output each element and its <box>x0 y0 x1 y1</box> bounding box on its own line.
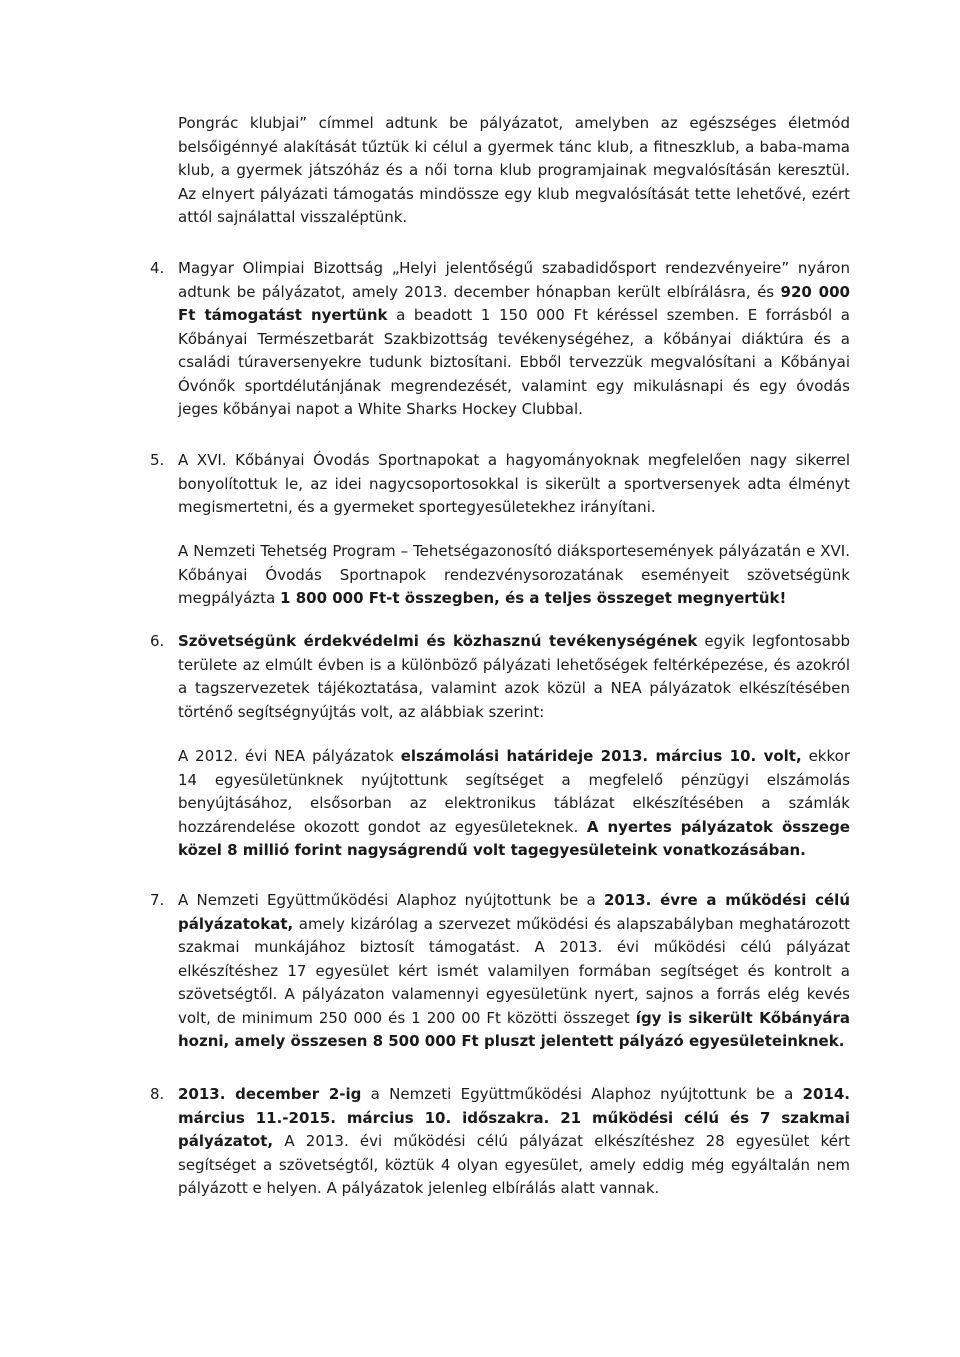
section-4-paragraph: Magyar Olimpiai Bizottság „Helyi jelentőségű szabadidősport rendezvényeire” nyáron adtunk be pályázatot, amely 2013. december hónapban került elbírálásra, és 920 000 Ft támogatást nyertünk a beadott 1 150 000 Ft kéréssel szemben. E forrásból a Kőbányai Természetbarát Szakbizottság tevékenységéhez, a kőbányai diáktúra és a családi túraversenyekre tudunk biztosítani. Ebből tervezzük megvalósítani a Kőbányai Óvónők sportdélutánjának megrendezését, valamint egy mikulásnapi és egy óvodás jeges kőbányai napot a White Sharks Hockey Clubbal. <box>178 259 850 418</box>
section-8-paragraph: 2013. december 2-ig a Nemzeti Együttműködési Alaphoz nyújtottunk be a 2014. március 11.-2015. március 10. időszakra. 21 működési célú és 7 szakmai pályázatot, A 2013. évi működési célú pályázat elkészítéshez 28 egyesület kért segítséget a szövetségtől, köztük 4 olyan egyesület, amely eddig még egyáltalán nem pályázott e helyen. A pályázatok jelenleg elbírálás alatt vannak. <box>178 1085 850 1197</box>
section-7-bold-2: így is sikerült Kőbányára hozni, amely összesen 8 500 000 Ft pluszt jelentett pályázó egyesületeinknek. <box>178 1008 850 1050</box>
section-6-bold-deadline: elszámolási határideje 2013. március 10. volt, <box>400 747 802 765</box>
section-6-number: 6. <box>150 632 165 650</box>
section-4-number: 4. <box>150 259 165 277</box>
section-7-number: 7. <box>150 891 165 909</box>
section-5-number: 5. <box>150 451 165 469</box>
section-6-bold-total: A nyertes pályázatok összege közel 8 millió forint nagyságrendű volt tagegyesületeink vonatkozásában. <box>178 817 850 859</box>
section-8-number: 8. <box>150 1085 165 1103</box>
section-6-paragraph-1: Szövetségünk érdekvédelmi és közhasznú tevékenységének egyik legfontosabb területe az elmúlt évben is a különböző pályázati lehetőségek feltérképezése, és azokról a tagszervezetek tájékoztatása, valamint azok közül a NEA pályázatok elkészítésében történő segítségnyújtás volt, az alábbiak szerint: <box>178 632 850 721</box>
intro-paragraph: Pongrác klubjai” címmel adtunk be pályázatot, amelyben az egészséges életmód belsőigénnyé alakítását tűztük ki célul a gyermek tánc klub, a fitneszklub, a baba-mama klub, a gyermek játszóház és a női torna klub programjainak megvalósításán keresztül. Az elnyert pályázati támogatás mindössze egy klub megvalósítását tette lehetővé, ezért attól sajnálattal visszaléptünk. <box>178 114 850 226</box>
section-5-paragraph-1: A XVI. Kőbányai Óvodás Sportnapokat a hagyományoknak megfelelően nagy sikerrel bonyolítottuk le, az idei nagycsoportosokkal is sikerült a sportversenyek adta élményt megismertetni, és a gyermeket sportegyesületekhez irányítani. <box>178 451 850 516</box>
section-5-paragraph-2: A Nemzeti Tehetség Program – Tehetségazonosító diáksportesemények pályázatán e XVI. Kőbányai Óvodás Sportnapok rendezvénysorozatának eseményeit szövetségünk megpályázta 1 800 000 Ft-t összegben, és a teljes összeget megnyertük! <box>178 542 850 607</box>
section-7-bold-1: 2013. évre a működési célú pályázatokat, <box>178 891 850 933</box>
section-6-bold-lead: Szövetségünk érdekvédelmi és közhasznú tevékenységének <box>178 632 698 650</box>
section-5-bold: 1 800 000 Ft-t összegben, és a teljes összeget megnyertük! <box>280 589 787 607</box>
section-8-bold-1: 2013. december 2-ig <box>178 1085 362 1103</box>
section-4-bold: 920 000 Ft támogatást nyertünk <box>178 282 850 324</box>
section-6-paragraph-2: A 2012. évi NEA pályázatok elszámolási határideje 2013. március 10. volt, ekkor 14 egyesületünknek nyújtottunk segítséget a megfelelő pénzügyi elszámolás benyújtásához, elsősorban az elektronikus táblázat elkészítésében a számlák hozzárendelése okozott gondot az egyesületeknek. A nyertes pályázatok összege közel 8 millió forint nagyságrendű volt tagegyesületeink vonatkozásában. <box>178 747 850 859</box>
section-8-bold-2: 2014. március 11.-2015. március 10. időszakra. 21 működési célú és 7 szakmai pályázatot, <box>178 1085 850 1150</box>
section-7-paragraph: A Nemzeti Együttműködési Alaphoz nyújtottunk be a 2013. évre a működési célú pályázatokat, amely kizárólag a szervezet működési és alapszabályban meghatározott szakmai munkájához biztosít támogatást. A 2013. évi működési célú pályázat elkészítéshez 17 egyesület kért ismét valamilyen formában segítséget és kontrolt a szövetségtől. A pályázaton valamennyi egyesületünk nyert, sajnos a forrás elég kevés volt, de minimum 250 000 és 1 200 00 Ft közötti összeget így is sikerült Kőbányára hozni, amely összesen 8 500 000 Ft pluszt jelentett pályázó egyesületeinknek. <box>178 891 850 1050</box>
